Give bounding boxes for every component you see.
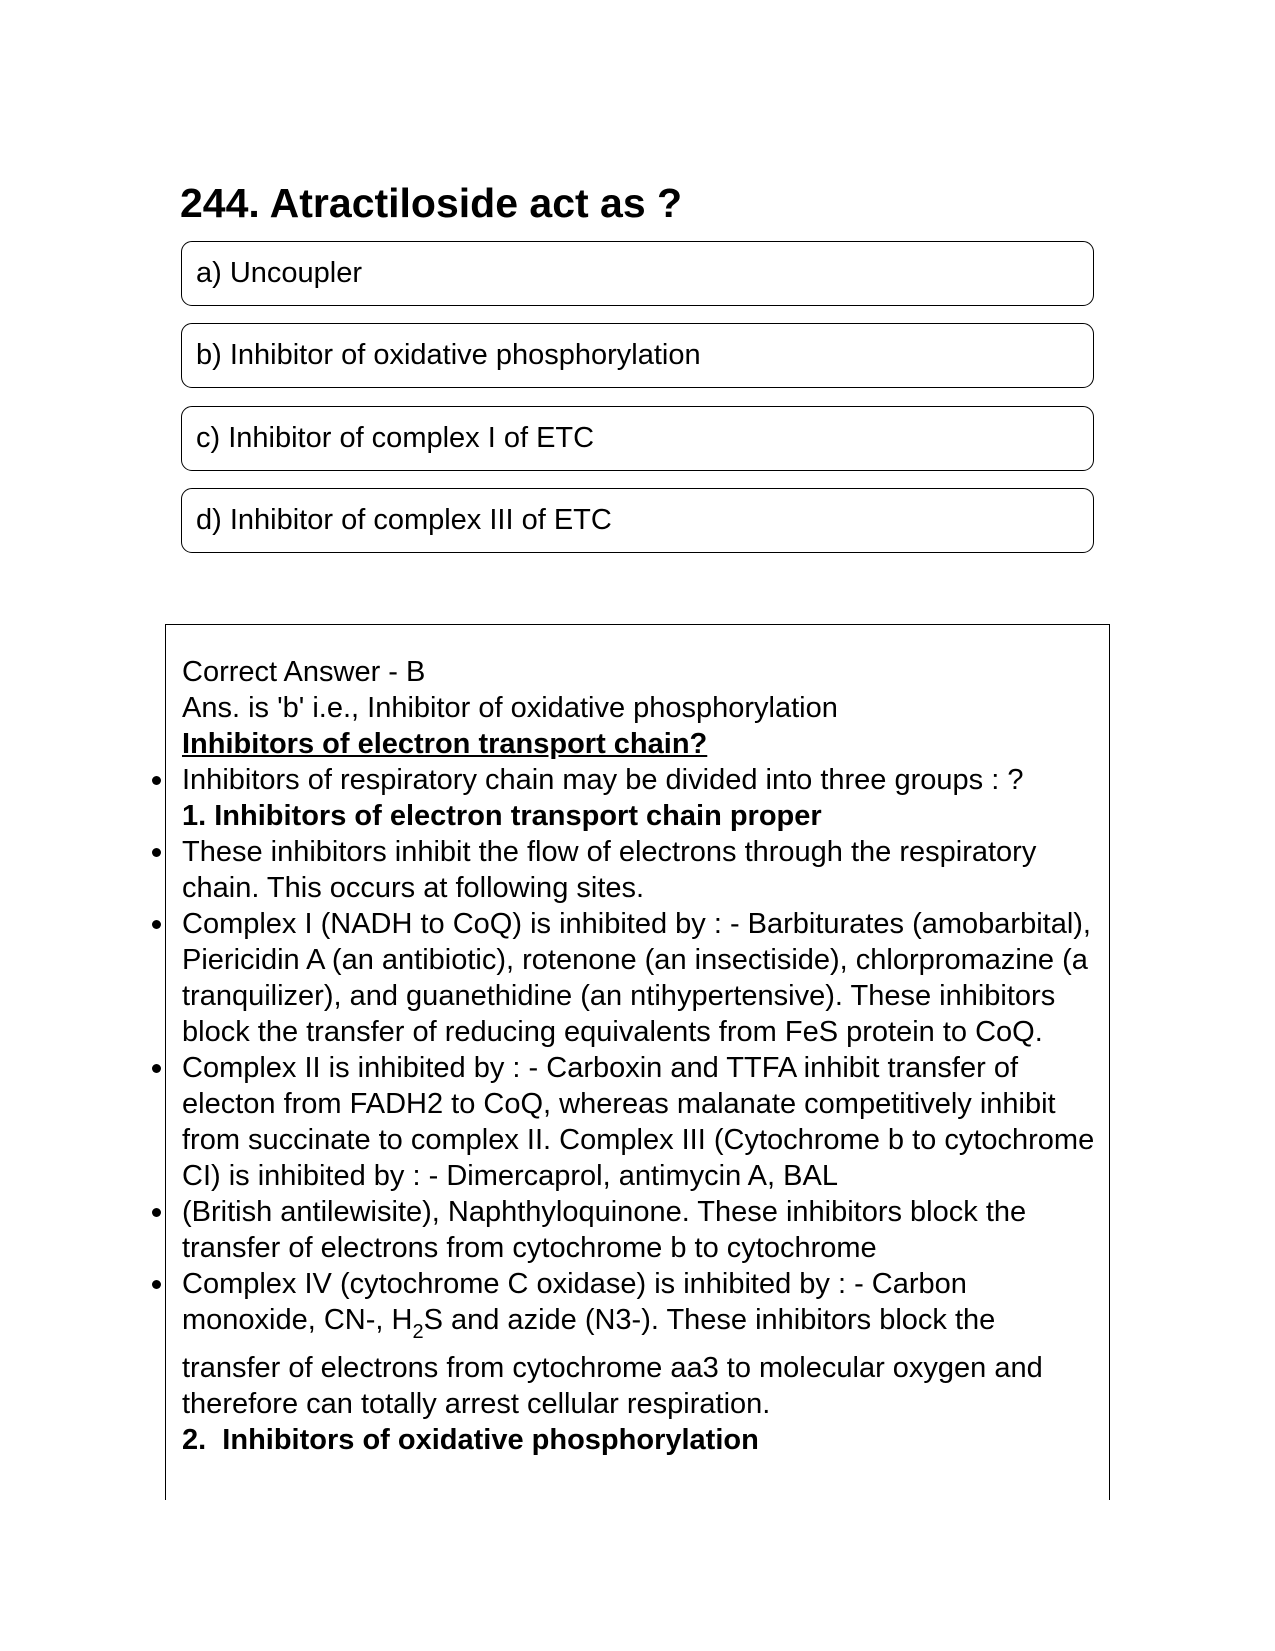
explanation-heading: Inhibitors of electron transport chain?	[182, 728, 708, 760]
correct-answer: Correct Answer - B	[182, 656, 426, 688]
complex-4-text-a: Complex IV (cytochrome C oxidase) is inhibited by : - Carbon monoxide, CN-, H	[182, 1268, 967, 1336]
bullet-electron-flow: These inhibitors inhibit the flow of electrons through the respiratory chain. This occurs at following sites.	[182, 834, 1097, 906]
bullet-complex-2: Complex II is inhibited by : - Carboxin and TTFA inhibit transfer of electon from FADH2 to CoQ, whereas malanate competitively inhibit from succinate to complex II. Complex III (Cytochrome b to cytochrome CI) is inhibited by : - Dimercaprol, antimycin A, BAL	[182, 1050, 1097, 1194]
bullet-complex-3: (British antilewisite), Naphthyloquinone. These inhibitors block the transfer of electrons from cytochrome b to cytochrome	[182, 1194, 1097, 1266]
section-1-heading: 1. Inhibitors of electron transport chain proper	[182, 800, 822, 832]
question-title: 244. Atractiloside act as ?	[180, 180, 683, 226]
subscript-2: 2	[412, 1321, 424, 1343]
option-d[interactable]: d) Inhibitor of complex III of ETC	[181, 488, 1094, 553]
section-2-heading: 2. Inhibitors of oxidative phosphorylation	[182, 1424, 759, 1456]
option-c[interactable]: c) Inhibitor of complex I of ETC	[181, 406, 1094, 471]
option-b[interactable]: b) Inhibitor of oxidative phosphorylation	[181, 323, 1094, 388]
option-a[interactable]: a) Uncoupler	[181, 241, 1094, 306]
answer-line: Ans. is 'b' i.e., Inhibitor of oxidative phosphorylation	[182, 692, 838, 724]
bullet-complex-4	[182, 1266, 1097, 1422]
complex-4-text-b: S and azide (N3-). These inhibitors block the transfer of electrons from cytochrome aa3 to molecular oxygen and therefore can totally arrest cellular respiration.	[182, 1304, 1043, 1420]
bullet-groups-intro: Inhibitors of respiratory chain may be divided into three groups : ?	[182, 762, 1097, 798]
answer-explanation	[182, 654, 1097, 1458]
bullet-complex-1: Complex I (NADH to CoQ) is inhibited by : - Barbiturates (amobarbital), Piericidin A (an antibiotic), rotenone (an insectiside), chlorpromazine (a tranquilizer), and guanethidine (an ntihypertensive). These inhibitors block the transfer of reducing equivalents from FeS protein to CoQ.	[182, 906, 1097, 1050]
